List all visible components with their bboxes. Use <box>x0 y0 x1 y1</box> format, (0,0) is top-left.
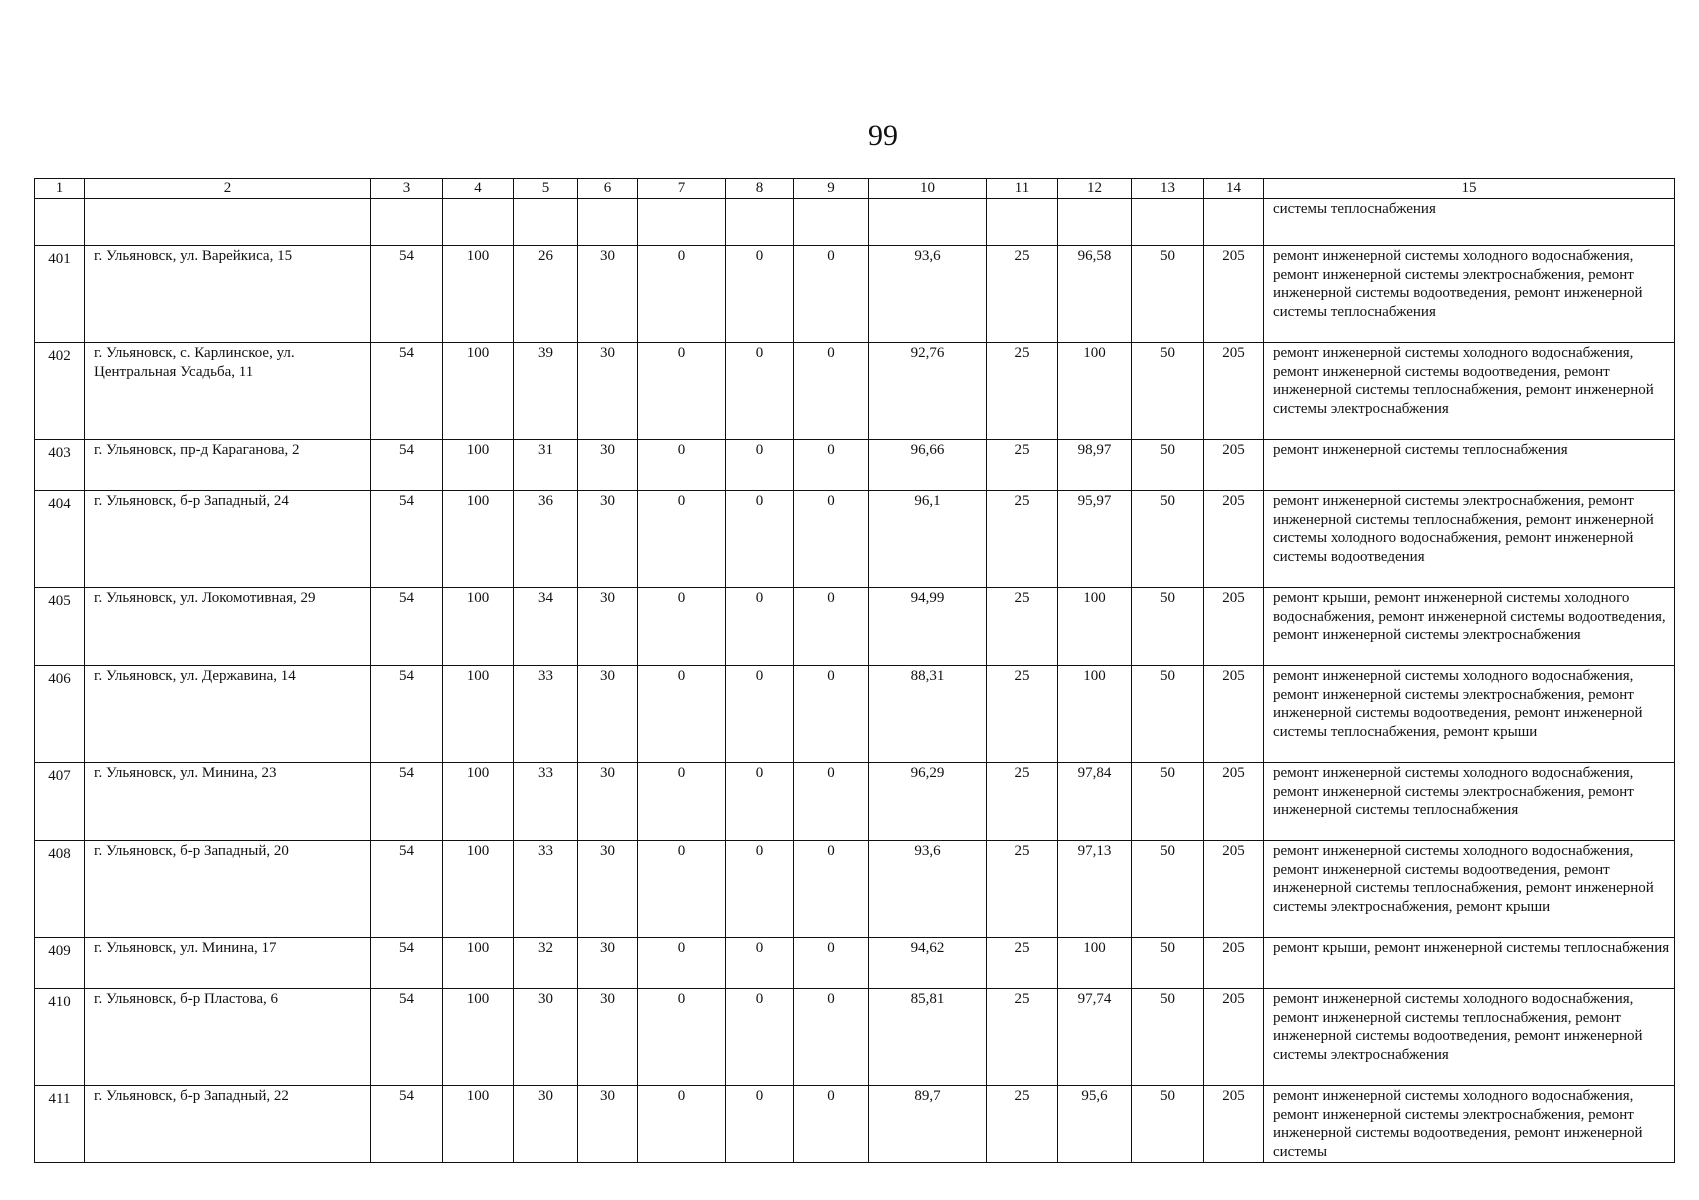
value-cell: 205 <box>1204 343 1264 440</box>
value-cell: 0 <box>638 491 726 588</box>
column-header: 9 <box>794 179 869 199</box>
value-cell: 97,84 <box>1058 763 1132 841</box>
value-cell: 94,99 <box>869 588 987 666</box>
value-cell: 93,6 <box>869 246 987 343</box>
table-row-continuation <box>35 199 1675 246</box>
value-cell: 205 <box>1204 841 1264 938</box>
row-number: 402 <box>35 343 85 440</box>
value-cell: 0 <box>638 938 726 989</box>
value-cell: 0 <box>726 343 794 440</box>
value-cell: 205 <box>1204 666 1264 763</box>
value-cell: 54 <box>371 989 443 1086</box>
value-cell: 25 <box>987 763 1058 841</box>
value-cell: 0 <box>794 841 869 938</box>
row-number: 401 <box>35 246 85 343</box>
value-cell: 96,66 <box>869 440 987 491</box>
value-cell: 50 <box>1132 666 1204 763</box>
value-cell: 50 <box>1132 588 1204 666</box>
value-cell: 100 <box>443 440 514 491</box>
value-cell: 88,31 <box>869 666 987 763</box>
value-cell: 50 <box>1132 989 1204 1086</box>
value-cell: 54 <box>371 938 443 989</box>
works-cell: ремонт крыши, ремонт инженерной системы теплоснабжения <box>1264 938 1675 989</box>
value-cell: 0 <box>638 989 726 1086</box>
value-cell: 96,1 <box>869 491 987 588</box>
value-cell: 205 <box>1204 989 1264 1086</box>
value-cell: 54 <box>371 588 443 666</box>
value-cell: 30 <box>578 588 638 666</box>
table-row <box>35 343 1675 440</box>
value-cell: 30 <box>578 343 638 440</box>
table-row <box>35 440 1675 491</box>
address-cell: г. Ульяновск, б-р Западный, 24 <box>85 491 371 588</box>
value-cell: 0 <box>726 491 794 588</box>
value-cell: 30 <box>578 491 638 588</box>
value-cell: 100 <box>443 989 514 1086</box>
value-cell: 0 <box>638 666 726 763</box>
column-header: 12 <box>1058 179 1132 199</box>
table-row <box>35 938 1675 989</box>
value-cell: 50 <box>1132 763 1204 841</box>
value-cell: 30 <box>578 938 638 989</box>
value-cell: 205 <box>1204 763 1264 841</box>
value-cell: 100 <box>443 246 514 343</box>
value-cell: 0 <box>726 763 794 841</box>
value-cell: 50 <box>1132 246 1204 343</box>
value-cell: 30 <box>578 666 638 763</box>
value-cell: 0 <box>638 763 726 841</box>
address-cell: г. Ульяновск, ул. Варейкиса, 15 <box>85 246 371 343</box>
value-cell: 100 <box>443 1086 514 1163</box>
value-cell: 96,58 <box>1058 246 1132 343</box>
value-cell: 0 <box>726 938 794 989</box>
works-cell: ремонт инженерной системы холодного водоснабжения, ремонт инженерной системы электроснабжения, ремонт инженерной системы теплоснабжения <box>1264 763 1675 841</box>
address-cell: г. Ульяновск, пр-д Караганова, 2 <box>85 440 371 491</box>
value-cell: 30 <box>514 1086 578 1163</box>
value-cell: 25 <box>987 666 1058 763</box>
table-row <box>35 989 1675 1086</box>
value-cell: 54 <box>371 666 443 763</box>
table-row <box>35 1086 1675 1163</box>
value-cell: 96,29 <box>869 763 987 841</box>
value-cell: 50 <box>1132 1086 1204 1163</box>
works-cell: ремонт инженерной системы холодного водоснабжения, ремонт инженерной системы электроснабжения, ремонт инженерной системы водоотведения, ремонт инженерной системы теплоснабжения, ремонт крыши <box>1264 666 1675 763</box>
address-cell: г. Ульяновск, ул. Державина, 14 <box>85 666 371 763</box>
value-cell: 205 <box>1204 246 1264 343</box>
value-cell: 205 <box>1204 491 1264 588</box>
value-cell: 54 <box>371 343 443 440</box>
value-cell: 0 <box>726 588 794 666</box>
value-cell: 25 <box>987 989 1058 1086</box>
works-cell: ремонт инженерной системы холодного водоснабжения, ремонт инженерной системы водоотведения, ремонт инженерной системы теплоснабжения, ремонт инженерной системы электроснабжения <box>1264 343 1675 440</box>
value-cell: 0 <box>638 440 726 491</box>
value-cell: 33 <box>514 841 578 938</box>
value-cell: 100 <box>443 588 514 666</box>
value-cell: 0 <box>638 841 726 938</box>
value-cell: 97,13 <box>1058 841 1132 938</box>
value-cell: 32 <box>514 938 578 989</box>
value-cell: 25 <box>987 938 1058 989</box>
value-cell: 0 <box>638 246 726 343</box>
value-cell: 100 <box>443 491 514 588</box>
works-cell: ремонт инженерной системы холодного водоснабжения, ремонт инженерной системы электроснабжения, ремонт инженерной системы водоотведения, ремонт инженерной системы теплоснабжения <box>1264 246 1675 343</box>
value-cell: 36 <box>514 491 578 588</box>
column-header: 8 <box>726 179 794 199</box>
value-cell: 30 <box>514 989 578 1086</box>
value-cell: 25 <box>987 841 1058 938</box>
value-cell: 0 <box>726 989 794 1086</box>
value-cell: 0 <box>638 588 726 666</box>
value-cell: 100 <box>443 343 514 440</box>
value-cell: 0 <box>794 666 869 763</box>
value-cell: 25 <box>987 440 1058 491</box>
column-header: 11 <box>987 179 1058 199</box>
row-number: 411 <box>35 1086 85 1163</box>
value-cell: 0 <box>794 246 869 343</box>
works-cell: ремонт инженерной системы холодного водоснабжения, ремонт инженерной системы водоотведения, ремонт инженерной системы теплоснабжения, ремонт инженерной системы электроснабжения, ремонт крыши <box>1264 841 1675 938</box>
address-cell: г. Ульяновск, ул. Минина, 23 <box>85 763 371 841</box>
value-cell: 100 <box>443 841 514 938</box>
value-cell: 0 <box>726 841 794 938</box>
works-cell: ремонт инженерной системы холодного водоснабжения, ремонт инженерной системы теплоснабжения, ремонт инженерной системы водоотведения, ремонт инженерной системы электроснабжения <box>1264 989 1675 1086</box>
value-cell: 205 <box>1204 440 1264 491</box>
value-cell: 85,81 <box>869 989 987 1086</box>
value-cell: 50 <box>1132 841 1204 938</box>
table-row <box>35 246 1675 343</box>
value-cell: 89,7 <box>869 1086 987 1163</box>
row-number: 404 <box>35 491 85 588</box>
value-cell: 30 <box>578 989 638 1086</box>
value-cell: 95,6 <box>1058 1086 1132 1163</box>
value-cell: 39 <box>514 343 578 440</box>
row-number: 408 <box>35 841 85 938</box>
value-cell: 50 <box>1132 440 1204 491</box>
column-header: 5 <box>514 179 578 199</box>
value-cell: 100 <box>1058 666 1132 763</box>
value-cell: 54 <box>371 491 443 588</box>
table-row <box>35 491 1675 588</box>
value-cell: 205 <box>1204 1086 1264 1163</box>
value-cell: 205 <box>1204 938 1264 989</box>
value-cell: 34 <box>514 588 578 666</box>
value-cell: 50 <box>1132 343 1204 440</box>
value-cell: 95,97 <box>1058 491 1132 588</box>
column-header: 4 <box>443 179 514 199</box>
value-cell: 26 <box>514 246 578 343</box>
value-cell: 0 <box>794 343 869 440</box>
value-cell: 50 <box>1132 938 1204 989</box>
value-cell: 98,97 <box>1058 440 1132 491</box>
value-cell: 0 <box>638 1086 726 1163</box>
value-cell: 25 <box>987 246 1058 343</box>
works-cell: ремонт инженерной системы электроснабжения, ремонт инженерной системы теплоснабжения, ремонт инженерной системы холодного водоснабжения, ремонт инженерной системы водоотведения <box>1264 491 1675 588</box>
value-cell: 100 <box>1058 588 1132 666</box>
row-number: 403 <box>35 440 85 491</box>
value-cell: 54 <box>371 841 443 938</box>
column-header: 14 <box>1204 179 1264 199</box>
value-cell: 30 <box>578 1086 638 1163</box>
row-number: 407 <box>35 763 85 841</box>
column-header: 13 <box>1132 179 1204 199</box>
column-header: 6 <box>578 179 638 199</box>
value-cell: 25 <box>987 588 1058 666</box>
value-cell: 0 <box>638 343 726 440</box>
value-cell: 25 <box>987 1086 1058 1163</box>
value-cell: 54 <box>371 246 443 343</box>
works-cell: ремонт инженерной системы теплоснабжения <box>1264 440 1675 491</box>
value-cell: 97,74 <box>1058 989 1132 1086</box>
value-cell: 100 <box>1058 343 1132 440</box>
column-header: 1 <box>35 179 85 199</box>
value-cell: 100 <box>1058 938 1132 989</box>
address-cell: г. Ульяновск, б-р Западный, 20 <box>85 841 371 938</box>
table-row <box>35 666 1675 763</box>
row-number: 410 <box>35 989 85 1086</box>
value-cell: 54 <box>371 1086 443 1163</box>
value-cell: 0 <box>794 989 869 1086</box>
data-table <box>34 178 1675 1163</box>
value-cell: 0 <box>726 246 794 343</box>
value-cell: 54 <box>371 763 443 841</box>
value-cell: 50 <box>1132 491 1204 588</box>
value-cell: 33 <box>514 763 578 841</box>
table-row <box>35 763 1675 841</box>
column-header: 10 <box>869 179 987 199</box>
value-cell: 25 <box>987 491 1058 588</box>
value-cell: 0 <box>794 588 869 666</box>
value-cell: 30 <box>578 763 638 841</box>
value-cell: 25 <box>987 343 1058 440</box>
value-cell: 205 <box>1204 588 1264 666</box>
address-cell: г. Ульяновск, ул. Локомотивная, 29 <box>85 588 371 666</box>
value-cell: 31 <box>514 440 578 491</box>
column-header: 7 <box>638 179 726 199</box>
address-cell: г. Ульяновск, б-р Западный, 22 <box>85 1086 371 1163</box>
value-cell: 0 <box>726 1086 794 1163</box>
value-cell: 0 <box>794 938 869 989</box>
column-header: 2 <box>85 179 371 199</box>
value-cell: 33 <box>514 666 578 763</box>
value-cell: 100 <box>443 938 514 989</box>
works-cell: ремонт крыши, ремонт инженерной системы холодного водоснабжения, ремонт инженерной системы водоотведения, ремонт инженерной системы электроснабжения <box>1264 588 1675 666</box>
value-cell: 54 <box>371 440 443 491</box>
works-cell: системы теплоснабжения <box>1264 199 1675 246</box>
row-number: 406 <box>35 666 85 763</box>
table-row <box>35 841 1675 938</box>
value-cell: 30 <box>578 246 638 343</box>
value-cell: 100 <box>443 763 514 841</box>
value-cell: 92,76 <box>869 343 987 440</box>
value-cell: 94,62 <box>869 938 987 989</box>
works-cell: ремонт инженерной системы холодного водоснабжения, ремонт инженерной системы электроснабжения, ремонт инженерной системы водоотведения, ремонт инженерной системы <box>1264 1086 1675 1163</box>
page-number: 99 <box>868 119 898 152</box>
column-header: 3 <box>371 179 443 199</box>
value-cell: 93,6 <box>869 841 987 938</box>
value-cell: 0 <box>726 440 794 491</box>
value-cell: 0 <box>794 1086 869 1163</box>
value-cell: 30 <box>578 440 638 491</box>
value-cell: 100 <box>443 666 514 763</box>
row-number: 405 <box>35 588 85 666</box>
address-cell: г. Ульяновск, б-р Пластова, 6 <box>85 989 371 1086</box>
column-header: 15 <box>1264 179 1675 199</box>
value-cell: 0 <box>794 440 869 491</box>
address-cell: г. Ульяновск, с. Карлинское, ул. Центральная Усадьба, 11 <box>85 343 371 440</box>
value-cell: 0 <box>794 763 869 841</box>
address-cell: г. Ульяновск, ул. Минина, 17 <box>85 938 371 989</box>
row-number: 409 <box>35 938 85 989</box>
value-cell: 0 <box>726 666 794 763</box>
value-cell: 0 <box>794 491 869 588</box>
table-header-row <box>35 179 1675 199</box>
table-row <box>35 588 1675 666</box>
value-cell: 30 <box>578 841 638 938</box>
